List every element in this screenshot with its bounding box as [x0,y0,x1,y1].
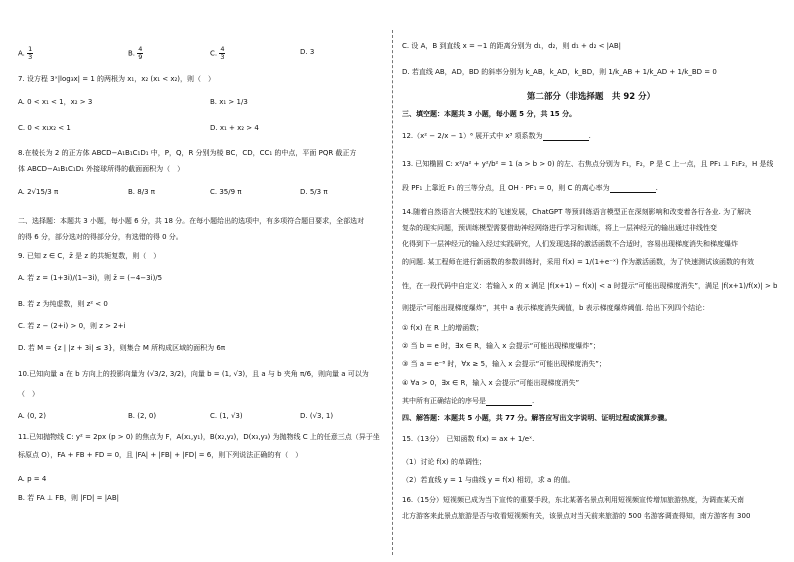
section-3-instructions: 三、填空题：本题共 3 小题，每小题 5 分，共 15 分。 [402,110,577,118]
q14-stem-line3: 化得到下一层神经元的输入经过实践研究，人们发现选择的激活函数不合适时，容易出现梯度消失和梯度爆炸 [402,240,738,248]
q12-answer-blank [543,133,589,141]
q10-option-d: D. (√3, 1) [300,412,334,420]
q10-option-c: C. (1, √3) [210,412,243,420]
q14-answer-blank [486,398,532,406]
q9-option-b: B. 若 z 为纯虚数，则 z² < 0 [18,300,108,308]
q7-option-c: C. 0 < x₁x₂ < 1 [18,124,71,132]
part-2-title: 第二部分（非选择题 共 92 分） [526,92,656,102]
q11-option-b: B. 若 FA ⊥ FB，则 |FD| = |AB| [18,494,120,502]
section-2-instructions-line1: 二、选择题：本题共 3 小题，每小题 6 分，共 18 分。在每小题给出的选项中，有多项符合题目要求，全部选对 [18,217,365,225]
section-2-instructions-line2: 的得 6 分，部分选对的得部分分，有选错的得 0 分。 [18,233,183,241]
q15-part-1: （1）讨论 f(x) 的单调性； [402,458,486,466]
q13-answer-blank [610,185,656,193]
section-4-instructions: 四、解答题：本题共 5 小题，共 77 分。解答应写出文字说明、证明过程或演算步骤。 [402,414,672,422]
q11-stem-line1: 11.已知抛物线 C: y² = 2px (p > 0) 的焦点为 F，A(x₁,y₁)，B(x₂,y₂)，D(x₃,y₃) 为抛物线 C 上的任意三点（异于坐 [18,433,380,441]
q14-conclusion-2: ② 当 b = e 时，∃x ∈ R，输入 x 会提示“可能出现梯度爆炸”； [402,342,600,350]
q10-stem: 10.已知向量 a 在 b 方向上的投影向量为 (√3/2, 3/2)，向量 b = (1, √3)，且 a 与 b 夹角 π/6，则向量 a 可以为 [18,370,369,378]
q11-option-a: A. p = 4 [18,475,47,483]
q8-option-b: B. 8/3 π [128,188,155,196]
q16-stem-line2: 北方游客来此景点旅游是否与收看短视频有关，该景点对当天前来旅游的 500 名游客调查得知，南方游客有 300 [402,512,751,520]
q14-conclusion-1: ① f(x) 在 R 上的增函数； [402,324,484,332]
q9-option-a: A. 若 z = (1+3i)/(1−3i)，则 z̄ = (−4−3i)/5 [18,274,163,282]
q13-stem-line1: 13. 已知椭圆 C: x²/a² + y²/b² = 1 (a > b > 0) 的左、右焦点分别为 F₁，F₂，P 是 C 上一点，且 PF₁ ⊥ F₁F₂，H 是线 [402,160,774,168]
q6-option-b: B. $\frac{4}{9}$ [128,45,143,61]
q16-stem-line1: 16.（15分）短视频已成为当下宣传的重要手段，东北某著名景点利用短视频宣传增加旅游热度，为调查某天南 [402,496,745,504]
q13-stem-line2: 段 PF₁ 上靠近 F₁ 的三等分点，且 OH · PF₁ = 0，则 C 的离心率为 . [402,184,658,192]
q11-stem-line2: 标原点 O），FA + FB + FD = 0，且 |FA| + |FB| + |FD| = 6，则下列说法正确的有（ ） [18,451,303,459]
q12-stem: 12.（x² − 2/x − 1）⁶ 展开式中 x³ 项系数为 . [402,132,591,140]
q8-option-d: D. 5/3 π [300,188,328,196]
q6-option-d: D. 3 [300,48,315,56]
q8-stem-line2: 体 ABCD−A₁B₁C₁D₁ 外接球所得的截面面积为（ ） [18,165,185,173]
q9-option-c: C. 若 z − (2+i) > 0，则 z > 2+i [18,322,126,330]
q8-option-a: A. 2√15/3 π [18,188,59,196]
q8-option-c: C. 35/9 π [210,188,242,196]
q9-option-d: D. 若 M = {z | |z + 3i| ≤ 3}，则集合 M 所构成区域的面积为 6π [18,344,226,352]
q14-conclusion-4: ④ ∀a > 0，∃x ∈ R，输入 x 会提示“可能出现梯度消失” [402,379,580,387]
q15-part-2: （2）若直线 y = 1 与曲线 y = f(x) 相切，求 a 的值。 [402,476,575,484]
q14-stem-line1: 14.随着自然语言大模型技术的飞速发展，ChatGPT 等预训练语言模型正在深刻影响和改变着各行各业. 为了解决 [402,208,752,216]
q11-option-d: D. 若直线 AB，AD，BD 的斜率分别为 k_AB，k_AD，k_BD，则 1/k_AB + 1/k_AD + 1/k_BD = 0 [402,68,717,76]
q14-stem-line2: 复杂的现实问题，预训练模型需要借助神经网络进行学习和训练，将上一层神经元的输出通过非线性变 [402,224,717,232]
q9-stem: 9. 已知 z ∈ C，z̄ 是 z 的共轭复数，则（ ） [18,252,161,260]
q14-answer-line: 其中所有正确结论的序号是 . [402,397,535,405]
q10-option-b: B. (2, 0) [128,412,157,420]
column-divider [392,30,393,555]
q7-stem: 7. 设方程 3ˣ|log₃x| = 1 的两根为 x₁，x₂ (x₁ < x₂)，则（ ） [18,75,216,83]
q10-option-a: A. (0, 2) [18,412,46,420]
q11-option-c: C. 设 A，B 到直线 x = −1 的距离分别为 d₁，d₂，则 d₁ + d₂ < |AB| [402,42,621,50]
q14-stem-line4: 的问题. 某工程师在进行新函数的参数训练时，采用 f(x) = 1/(1+e⁻ˣ) 作为激活函数，为了快速测试该函数的有效 [402,258,754,266]
q6-option-a: A. $\frac{1}{3}$ [18,45,33,61]
q10-paren: （ ） [18,390,39,398]
q7-option-b: B. x₁ > 1/3 [210,98,248,106]
q8-stem-line1: 8.在棱长为 2 的正方体 ABCD−A₁B₁C₁D₁ 中，P，Q，R 分别为棱 BC，CD，CC₁ 的中点，平面 PQR 截正方 [18,149,357,157]
q14-conclusion-3: ③ 当 a = e⁻⁸ 时，∀x ≥ 5，输入 x 会提示“可能出现梯度消失”； [402,360,606,368]
q7-option-d: D. x₁ + x₂ > 4 [210,124,259,132]
q15-stem: 15.（13分） 已知函数 f(x) = ax + 1/eˣ. [402,435,535,443]
q7-option-a: A. 0 < x₁ < 1，x₂ > 3 [18,98,93,106]
q14-stem-line6: 则提示“可能出现梯度爆炸”，其中 a 表示梯度消失阈值，b 表示梯度爆炸阈值. 给出下列四个结论： [402,304,710,312]
q14-stem-line5: 性，在一段代码中自定义：若输入 x 的 x 满足 |f(x+1) − f(x)| < a 时提示“可能出现梯度消失”，满足 |f(x+1)/f(x)| > b [402,282,778,290]
q6-option-c: C. $\frac{4}{3}$ [210,45,225,61]
